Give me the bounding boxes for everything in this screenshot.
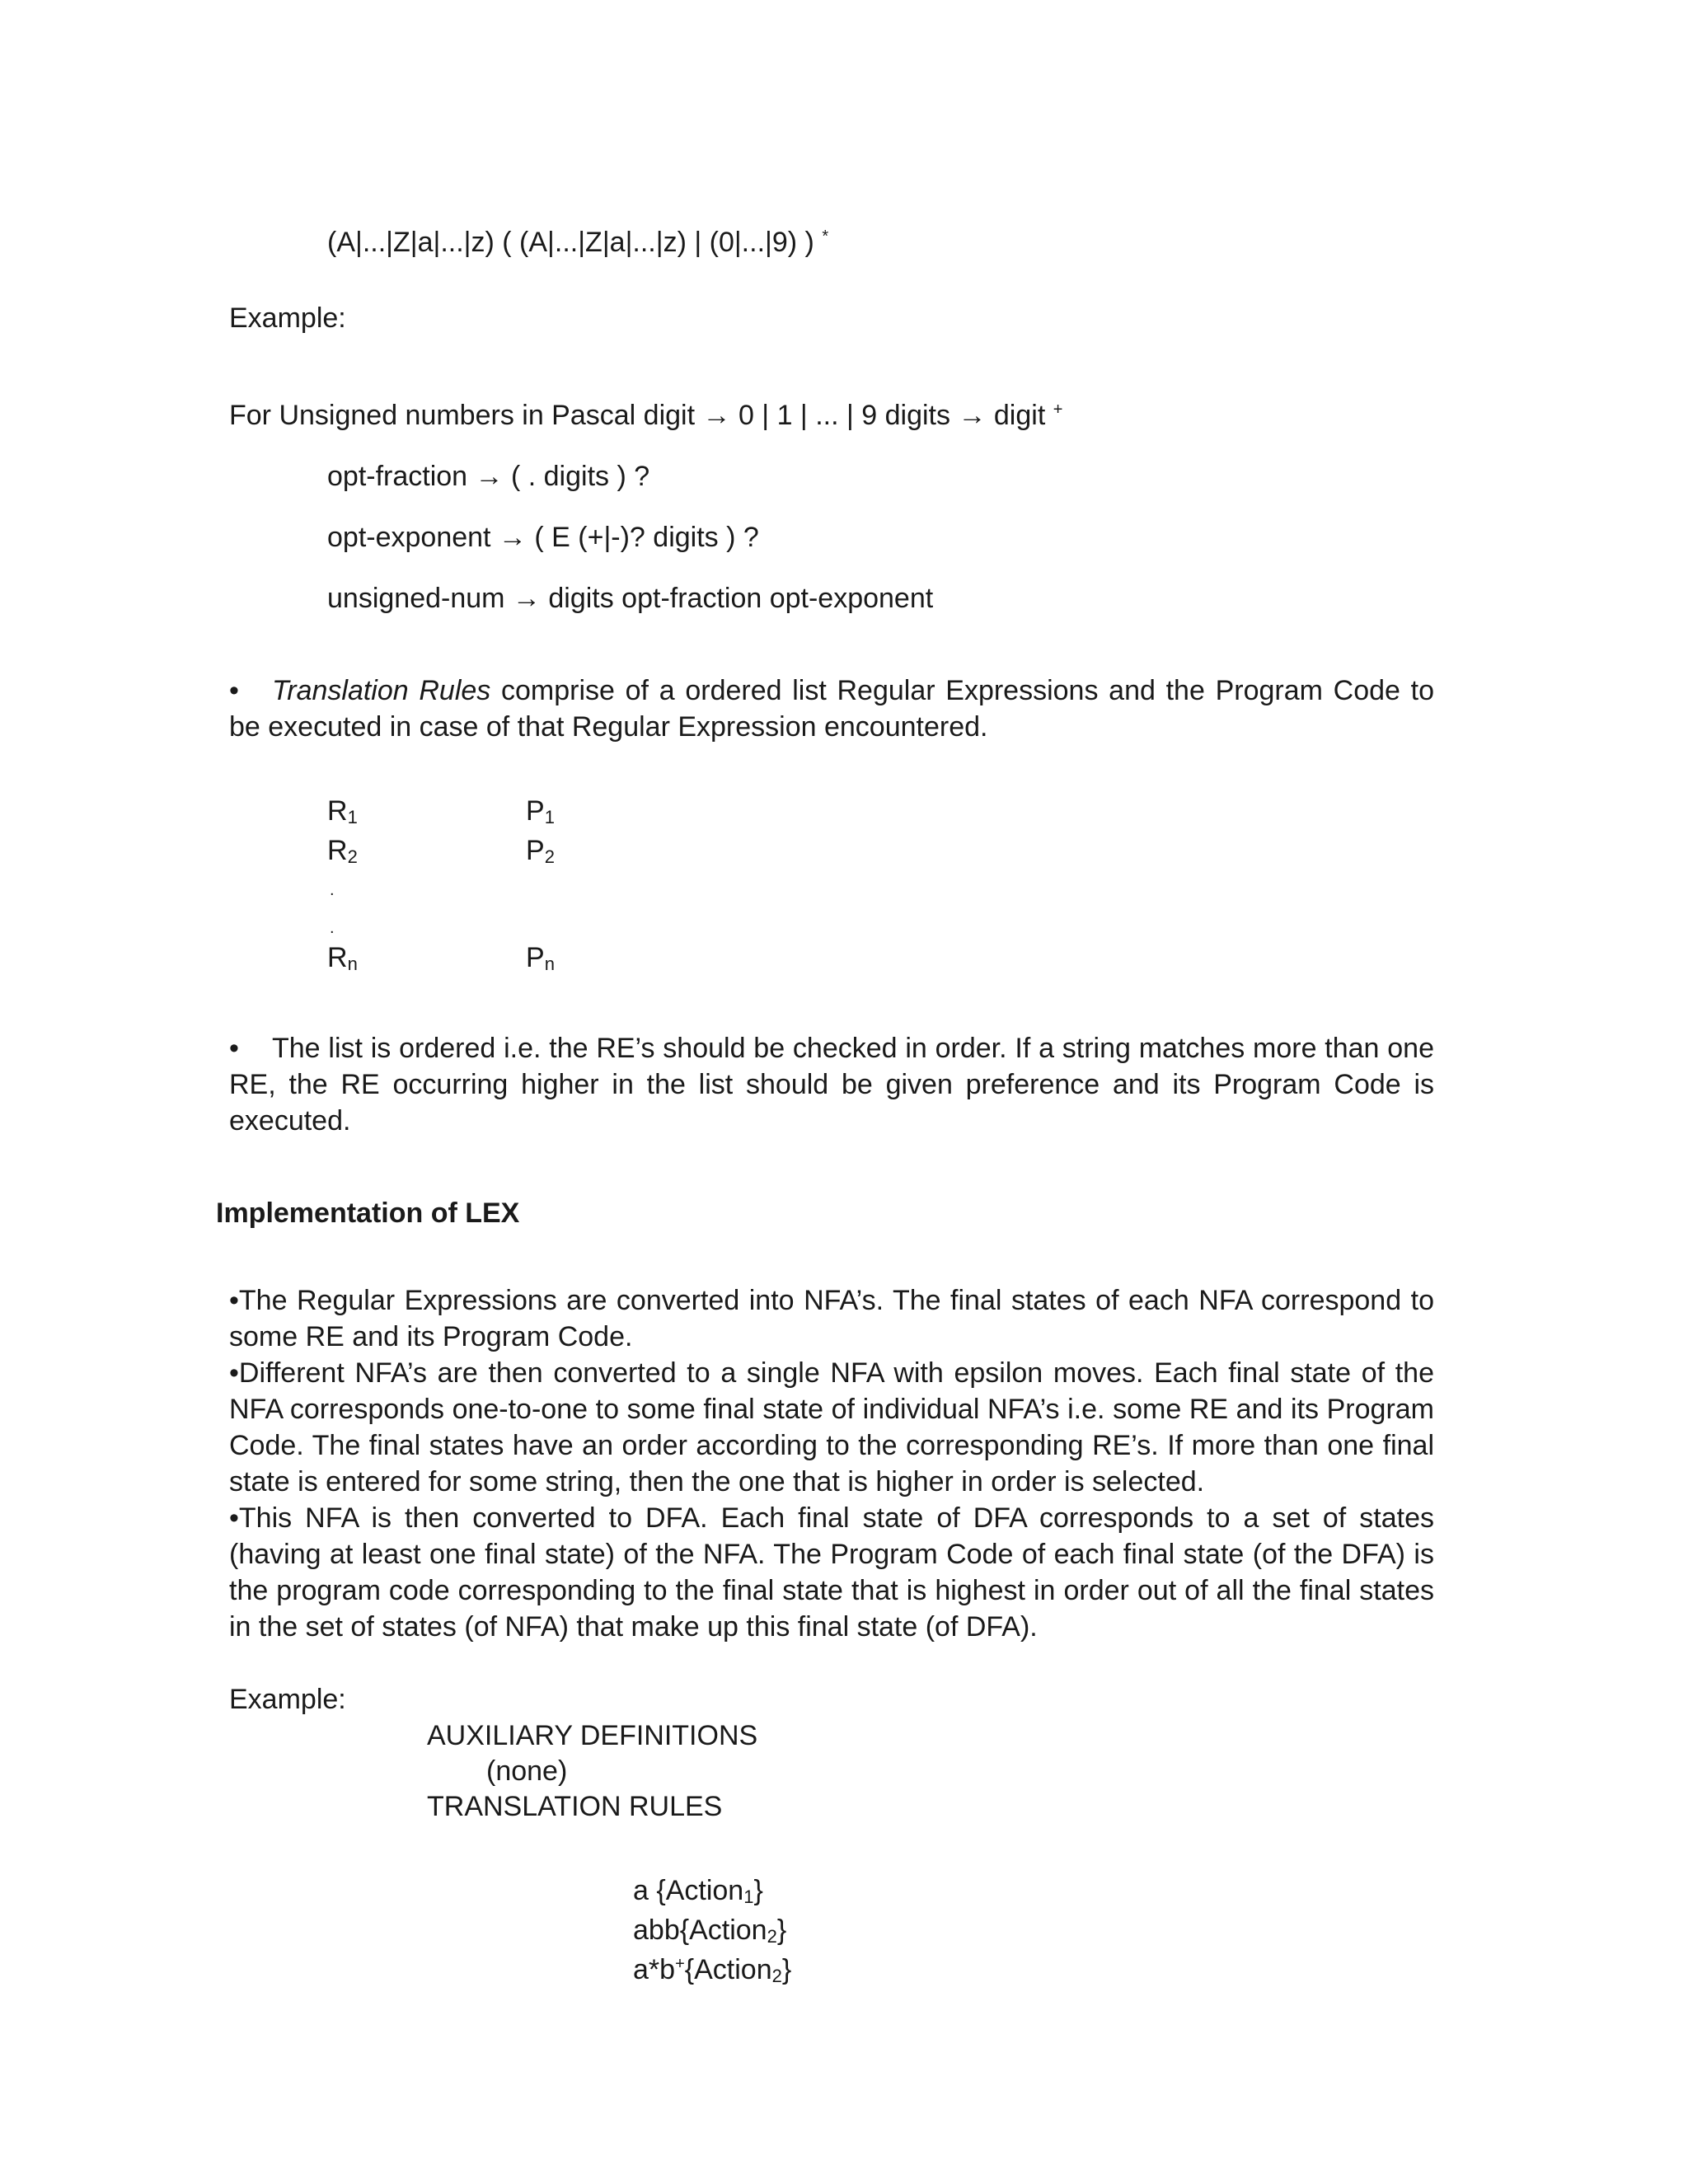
- opt-exponent-line: opt-exponent → ( E (+|-)? digits ) ?: [327, 522, 759, 553]
- regex-star: *: [822, 227, 829, 246]
- example-label-1: Example:: [229, 302, 346, 334]
- impl-paragraph-2: •Different NFA’s are then converted to a single NFA with epsilon moves. Each final state of the NFA corresponds one-to-one to some final state of individual NFA’s i.e. some RE and its Program Code. The final states have an order according to the corresponding RE’s. If more than one final state is entered for some string, then the one that is higher in order is selected.: [229, 1357, 1434, 1497]
- unsigned-plus: +: [1053, 401, 1063, 419]
- unsigned-line-1-text: For Unsigned numbers in Pascal digit → 0 | 1 | ... | 9 digits → digit: [229, 400, 1046, 431]
- ordered-list-paragraph: [229, 1030, 1434, 1139]
- ellipsis-dot-1: .: [330, 881, 335, 899]
- rule-rn: $R_n$: [327, 942, 358, 974]
- translation-rules-paragraph: [229, 673, 1434, 745]
- impl-paragraph-1: •The Regular Expressions are converted into NFA’s. The final states of each NFA correspond to some RE and its Program Code.: [229, 1285, 1434, 1352]
- implementation-body: [229, 1282, 1434, 1645]
- bullet-icon: •: [229, 675, 239, 706]
- bullet-icon: •: [229, 1033, 239, 1064]
- regex-line: [327, 224, 828, 260]
- rule-pn: $P_n$: [526, 942, 555, 974]
- rule-p1: $P_1$: [526, 795, 555, 827]
- regex-main: (A|...|Z|a|...|z) ( (A|...|Z|a|...|z) | (0|...|9) ): [327, 227, 814, 258]
- ordered-list-text: The list is ordered i.e. the RE’s should be checked in order. If a string matches more than one RE, the RE occurring higher in the list should be given preference and its Program Code is executed.: [229, 1033, 1434, 1137]
- example-rule-2: abb{Action$_2$}: [633, 1915, 787, 1947]
- example-rule-3: a*b+{Action$_2$}: [633, 1954, 792, 1986]
- translation-rules-text: comprise of a ordered list Regular Expressions and the Program Code to be executed in case of that Regular Expression encountered.: [229, 675, 1434, 743]
- example-rule-1: a {Action$_1$}: [633, 1875, 763, 1907]
- rule-r1: $R_1$: [327, 795, 358, 827]
- translation-rules-term: Translation Rules: [272, 675, 491, 706]
- aux-definitions-heading: AUXILIARY DEFINITIONS: [427, 1720, 758, 1751]
- rule-p2: $P_2$: [526, 835, 555, 867]
- ellipsis-dot-2: .: [330, 919, 335, 937]
- opt-fraction-line: opt-fraction → ( . digits ) ?: [327, 461, 650, 492]
- unsigned-line-1: [229, 397, 1062, 434]
- rule-r2: $R_2$: [327, 835, 358, 867]
- impl-paragraph-3: •This NFA is then converted to DFA. Each final state of DFA corresponds to a set of states (having at least one final state) of the NFA. The Program Code of each final state (of the DFA) is the program code corresponding to the final state that is highest in order out of all the final states in the set of states (of NFA) that make up this final state (of DFA).: [229, 1502, 1434, 1643]
- translation-rules-heading: TRANSLATION RULES: [427, 1791, 723, 1822]
- unsigned-num-line: unsigned-num → digits opt-fraction opt-exponent: [327, 583, 934, 614]
- implementation-heading: Implementation of LEX: [216, 1197, 520, 1229]
- example-label-2: Example:: [229, 1684, 346, 1715]
- aux-none: (none): [486, 1755, 568, 1787]
